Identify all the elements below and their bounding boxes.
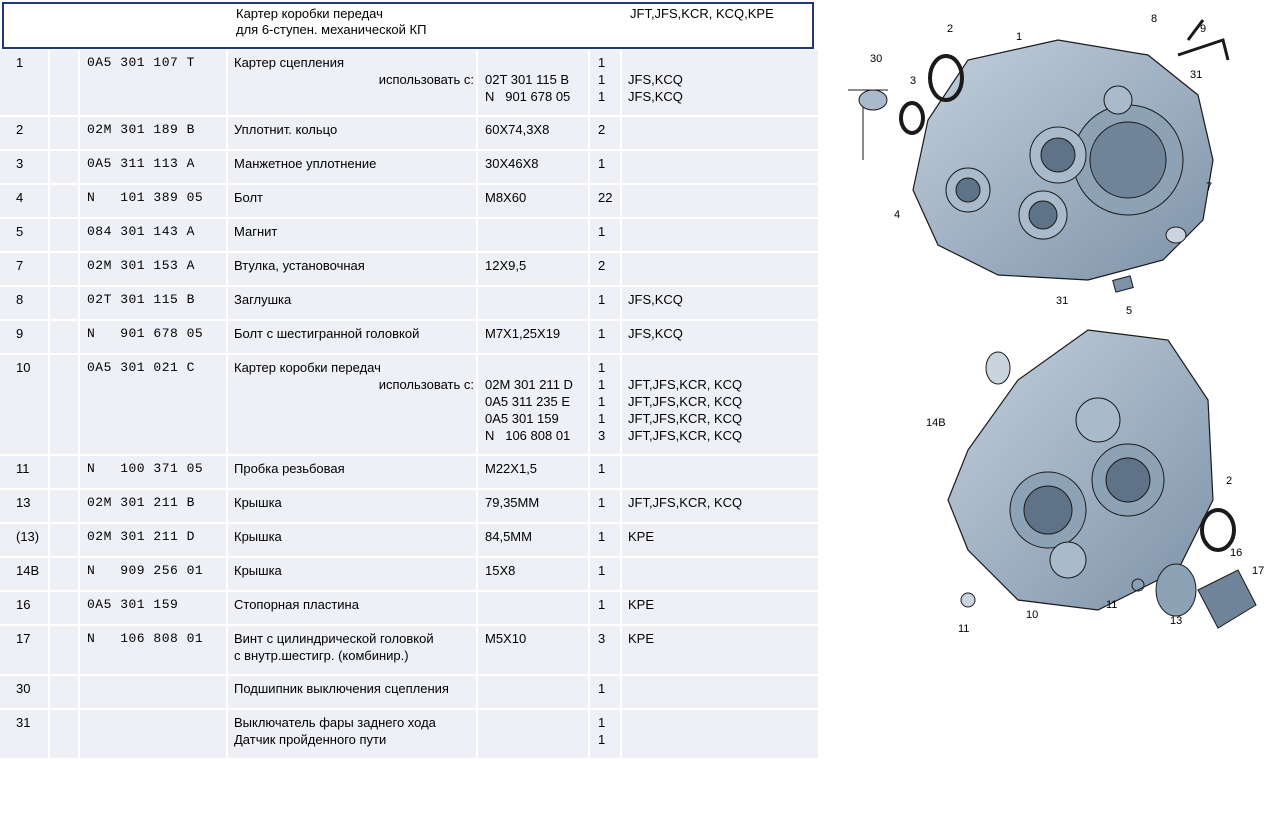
- part-number: N 100 371 05: [87, 461, 204, 476]
- quantity: 1: [598, 326, 606, 341]
- part-description: Манжетное уплотнение: [234, 156, 377, 171]
- part-description: Втулка, установочная: [234, 258, 365, 273]
- part-description: Картер коробки передач: [234, 360, 381, 375]
- sub-part-number: 02T 301 115 B: [485, 72, 570, 87]
- quantity: 2: [598, 258, 606, 273]
- table-row[interactable]: [0, 490, 818, 524]
- sub-model-codes: JFT,JFS,KCR, KCQ: [628, 411, 743, 426]
- table-row[interactable]: [0, 524, 818, 558]
- exploded-diagram: [818, 0, 1272, 828]
- part-number: N 101 389 05: [87, 190, 204, 205]
- callout-2-lower: 2: [1226, 475, 1233, 487]
- row-number: 2: [16, 122, 24, 137]
- part-description: Подшипник выключения сцепления: [234, 681, 449, 696]
- part-number: N 909 256 01: [87, 563, 204, 578]
- sub-model-codes: JFT,JFS,KCR, KCQ: [628, 377, 743, 392]
- table-row[interactable]: [0, 253, 818, 287]
- row-number: 30: [16, 681, 31, 696]
- part-number: 0A5 301 107 T: [87, 55, 195, 70]
- part-number: N 901 678 05: [87, 326, 204, 341]
- part-spec: 84,5MM: [485, 529, 532, 544]
- sub-model-codes: JFT,JFS,KCR, KCQ: [628, 428, 743, 443]
- row-number: 13: [16, 495, 31, 510]
- part-description: Винт с цилиндрической головкой с внутр.шестигр. (комбинир.): [234, 631, 434, 663]
- part-number: 02T 301 115 B: [87, 292, 195, 307]
- part-description: Уплотнит. кольцо: [234, 122, 338, 137]
- group-title: Картер коробки передач для 6-ступен. механической КП: [236, 6, 427, 37]
- part-number: 0A5 301 159: [87, 597, 179, 612]
- model-codes: JFS,KCQ: [628, 292, 683, 307]
- table-row[interactable]: [0, 50, 818, 117]
- part-spec: 79,35MM: [485, 495, 540, 510]
- table-row[interactable]: [0, 558, 818, 592]
- quantity: 1: [598, 55, 606, 70]
- quantity: 22: [598, 190, 613, 205]
- callout-31-bottom: 31: [1056, 295, 1069, 307]
- model-codes: KPE: [628, 597, 655, 612]
- part-description: Болт с шестигранной головкой: [234, 326, 420, 341]
- part-spec: 12X9,5: [485, 258, 527, 273]
- use-with-label: использовать с:: [378, 377, 474, 392]
- part-spec: 15X8: [485, 563, 516, 578]
- table-row[interactable]: [0, 456, 818, 490]
- callout-8: 8: [1151, 13, 1158, 25]
- callout-10: 10: [1026, 609, 1039, 621]
- row-number: 9: [16, 326, 24, 341]
- row-number: 7: [16, 258, 24, 273]
- table-row[interactable]: [0, 710, 818, 760]
- quantity: 1: [598, 563, 606, 578]
- table-row[interactable]: [0, 355, 818, 456]
- part-description: Пробка резьбовая: [234, 461, 345, 476]
- table-header: [2, 2, 814, 49]
- quantity: 1: [598, 360, 606, 375]
- callout-2: 2: [947, 23, 954, 35]
- sub-quantity: 3: [598, 428, 606, 443]
- part-spec: 60X74,3X8: [485, 122, 550, 137]
- sub-quantity: 1: [598, 411, 606, 426]
- row-number: 14B: [16, 563, 40, 578]
- table-row[interactable]: [0, 321, 818, 355]
- quantity: 1 1: [598, 715, 606, 747]
- table-row[interactable]: [0, 117, 818, 151]
- table-row[interactable]: [0, 185, 818, 219]
- part-spec: M7X1,25X19: [485, 326, 561, 341]
- model-codes: JFS,KCQ: [628, 326, 683, 341]
- part-description: Заглушка: [234, 292, 292, 307]
- part-description: Выключатель фары заднего хода Датчик пройденного пути: [234, 715, 436, 747]
- sub-part-number: N 106 808 01: [485, 428, 571, 443]
- part-spec: M22X1,5: [485, 461, 538, 476]
- callout-7: 7: [1206, 181, 1213, 193]
- sub-model-codes: JFS,KCQ: [628, 72, 683, 87]
- row-number: 3: [16, 156, 24, 171]
- part-description: Крышка: [234, 563, 282, 578]
- part-number: 0A5 301 021 C: [87, 360, 195, 375]
- row-number: 17: [16, 631, 31, 646]
- quantity: 1: [598, 292, 606, 307]
- part-description: Крышка: [234, 529, 282, 544]
- model-codes: KPE: [628, 631, 655, 646]
- callout-9: 9: [1200, 23, 1207, 35]
- row-number: 5: [16, 224, 24, 239]
- gearbox-illustration: [818, 0, 1272, 828]
- model-codes: JFT,JFS,KCR, KCQ: [628, 495, 743, 510]
- callout-3: 3: [910, 75, 917, 87]
- sub-quantity: 1: [598, 72, 606, 87]
- callout-11-left: 11: [958, 623, 970, 635]
- sub-part-number: 02M 301 211 D: [485, 377, 573, 392]
- quantity: 1: [598, 681, 606, 696]
- header-models: JFT,JFS,KCR, KCQ,KPE: [630, 6, 774, 21]
- row-number: 8: [16, 292, 24, 307]
- sub-part-number: N 901 678 05: [485, 89, 571, 104]
- sub-model-codes: JFS,KCQ: [628, 89, 683, 104]
- part-number: 02M 301 189 B: [87, 122, 195, 137]
- quantity: 2: [598, 122, 606, 137]
- callout-17: 17: [1252, 565, 1265, 577]
- sub-quantity: 1: [598, 394, 606, 409]
- part-number: 02M 301 153 A: [87, 258, 195, 273]
- row-number: 1: [16, 55, 24, 70]
- callout-13: 13: [1170, 615, 1183, 627]
- row-number: 4: [16, 190, 24, 205]
- callout-14b: 14B: [926, 417, 946, 429]
- quantity: 3: [598, 631, 606, 646]
- part-description: Крышка: [234, 495, 282, 510]
- quantity: 1: [598, 461, 606, 476]
- table-row[interactable]: [0, 287, 818, 321]
- callout-1: 1: [1016, 31, 1023, 43]
- model-codes: KPE: [628, 529, 655, 544]
- part-number: N 106 808 01: [87, 631, 204, 646]
- callout-5: 5: [1126, 305, 1133, 317]
- quantity: 1: [598, 597, 606, 612]
- gearbox-housing-icon: [948, 330, 1256, 628]
- sub-quantity: 1: [598, 89, 606, 104]
- part-spec: M8X60: [485, 190, 527, 205]
- quantity: 1: [598, 529, 606, 544]
- quantity: 1: [598, 224, 606, 239]
- part-number: 084 301 143 A: [87, 224, 195, 239]
- callout-30: 30: [870, 53, 883, 65]
- part-spec: M5X10: [485, 631, 527, 646]
- quantity: 1: [598, 156, 606, 171]
- parts-rows: [0, 50, 818, 760]
- sub-part-number: 0A5 301 159: [485, 411, 559, 426]
- table-row[interactable]: [0, 592, 818, 626]
- quantity: 1: [598, 495, 606, 510]
- part-description: Магнит: [234, 224, 278, 239]
- row-number: 10: [16, 360, 31, 375]
- clutch-housing-icon: [913, 40, 1213, 280]
- table-row[interactable]: [0, 151, 818, 185]
- part-number: 0A5 311 113 A: [87, 156, 195, 171]
- part-number: 02M 301 211 D: [87, 529, 195, 544]
- use-with-label: использовать с:: [378, 72, 474, 87]
- sub-quantity: 1: [598, 377, 606, 392]
- table-row[interactable]: [0, 676, 818, 710]
- row-number: 31: [16, 715, 31, 730]
- part-number: 02M 301 211 B: [87, 495, 195, 510]
- part-spec: 30X46X8: [485, 156, 539, 171]
- part-description: Стопорная пластина: [234, 597, 359, 612]
- callout-31-top: 31: [1190, 69, 1203, 81]
- part-description: Болт: [234, 190, 264, 205]
- callout-4: 4: [894, 209, 901, 221]
- row-number: 16: [16, 597, 31, 612]
- callout-16: 16: [1230, 547, 1243, 559]
- sub-part-number: 0A5 311 235 E: [485, 394, 571, 409]
- sub-model-codes: JFT,JFS,KCR, KCQ: [628, 394, 743, 409]
- row-number: 11: [16, 461, 30, 476]
- part-description: Картер сцепления: [234, 55, 344, 70]
- table-row[interactable]: [0, 219, 818, 253]
- table-row[interactable]: [0, 626, 818, 676]
- callout-11-right: 11: [1106, 599, 1118, 611]
- row-number: (13): [16, 529, 40, 544]
